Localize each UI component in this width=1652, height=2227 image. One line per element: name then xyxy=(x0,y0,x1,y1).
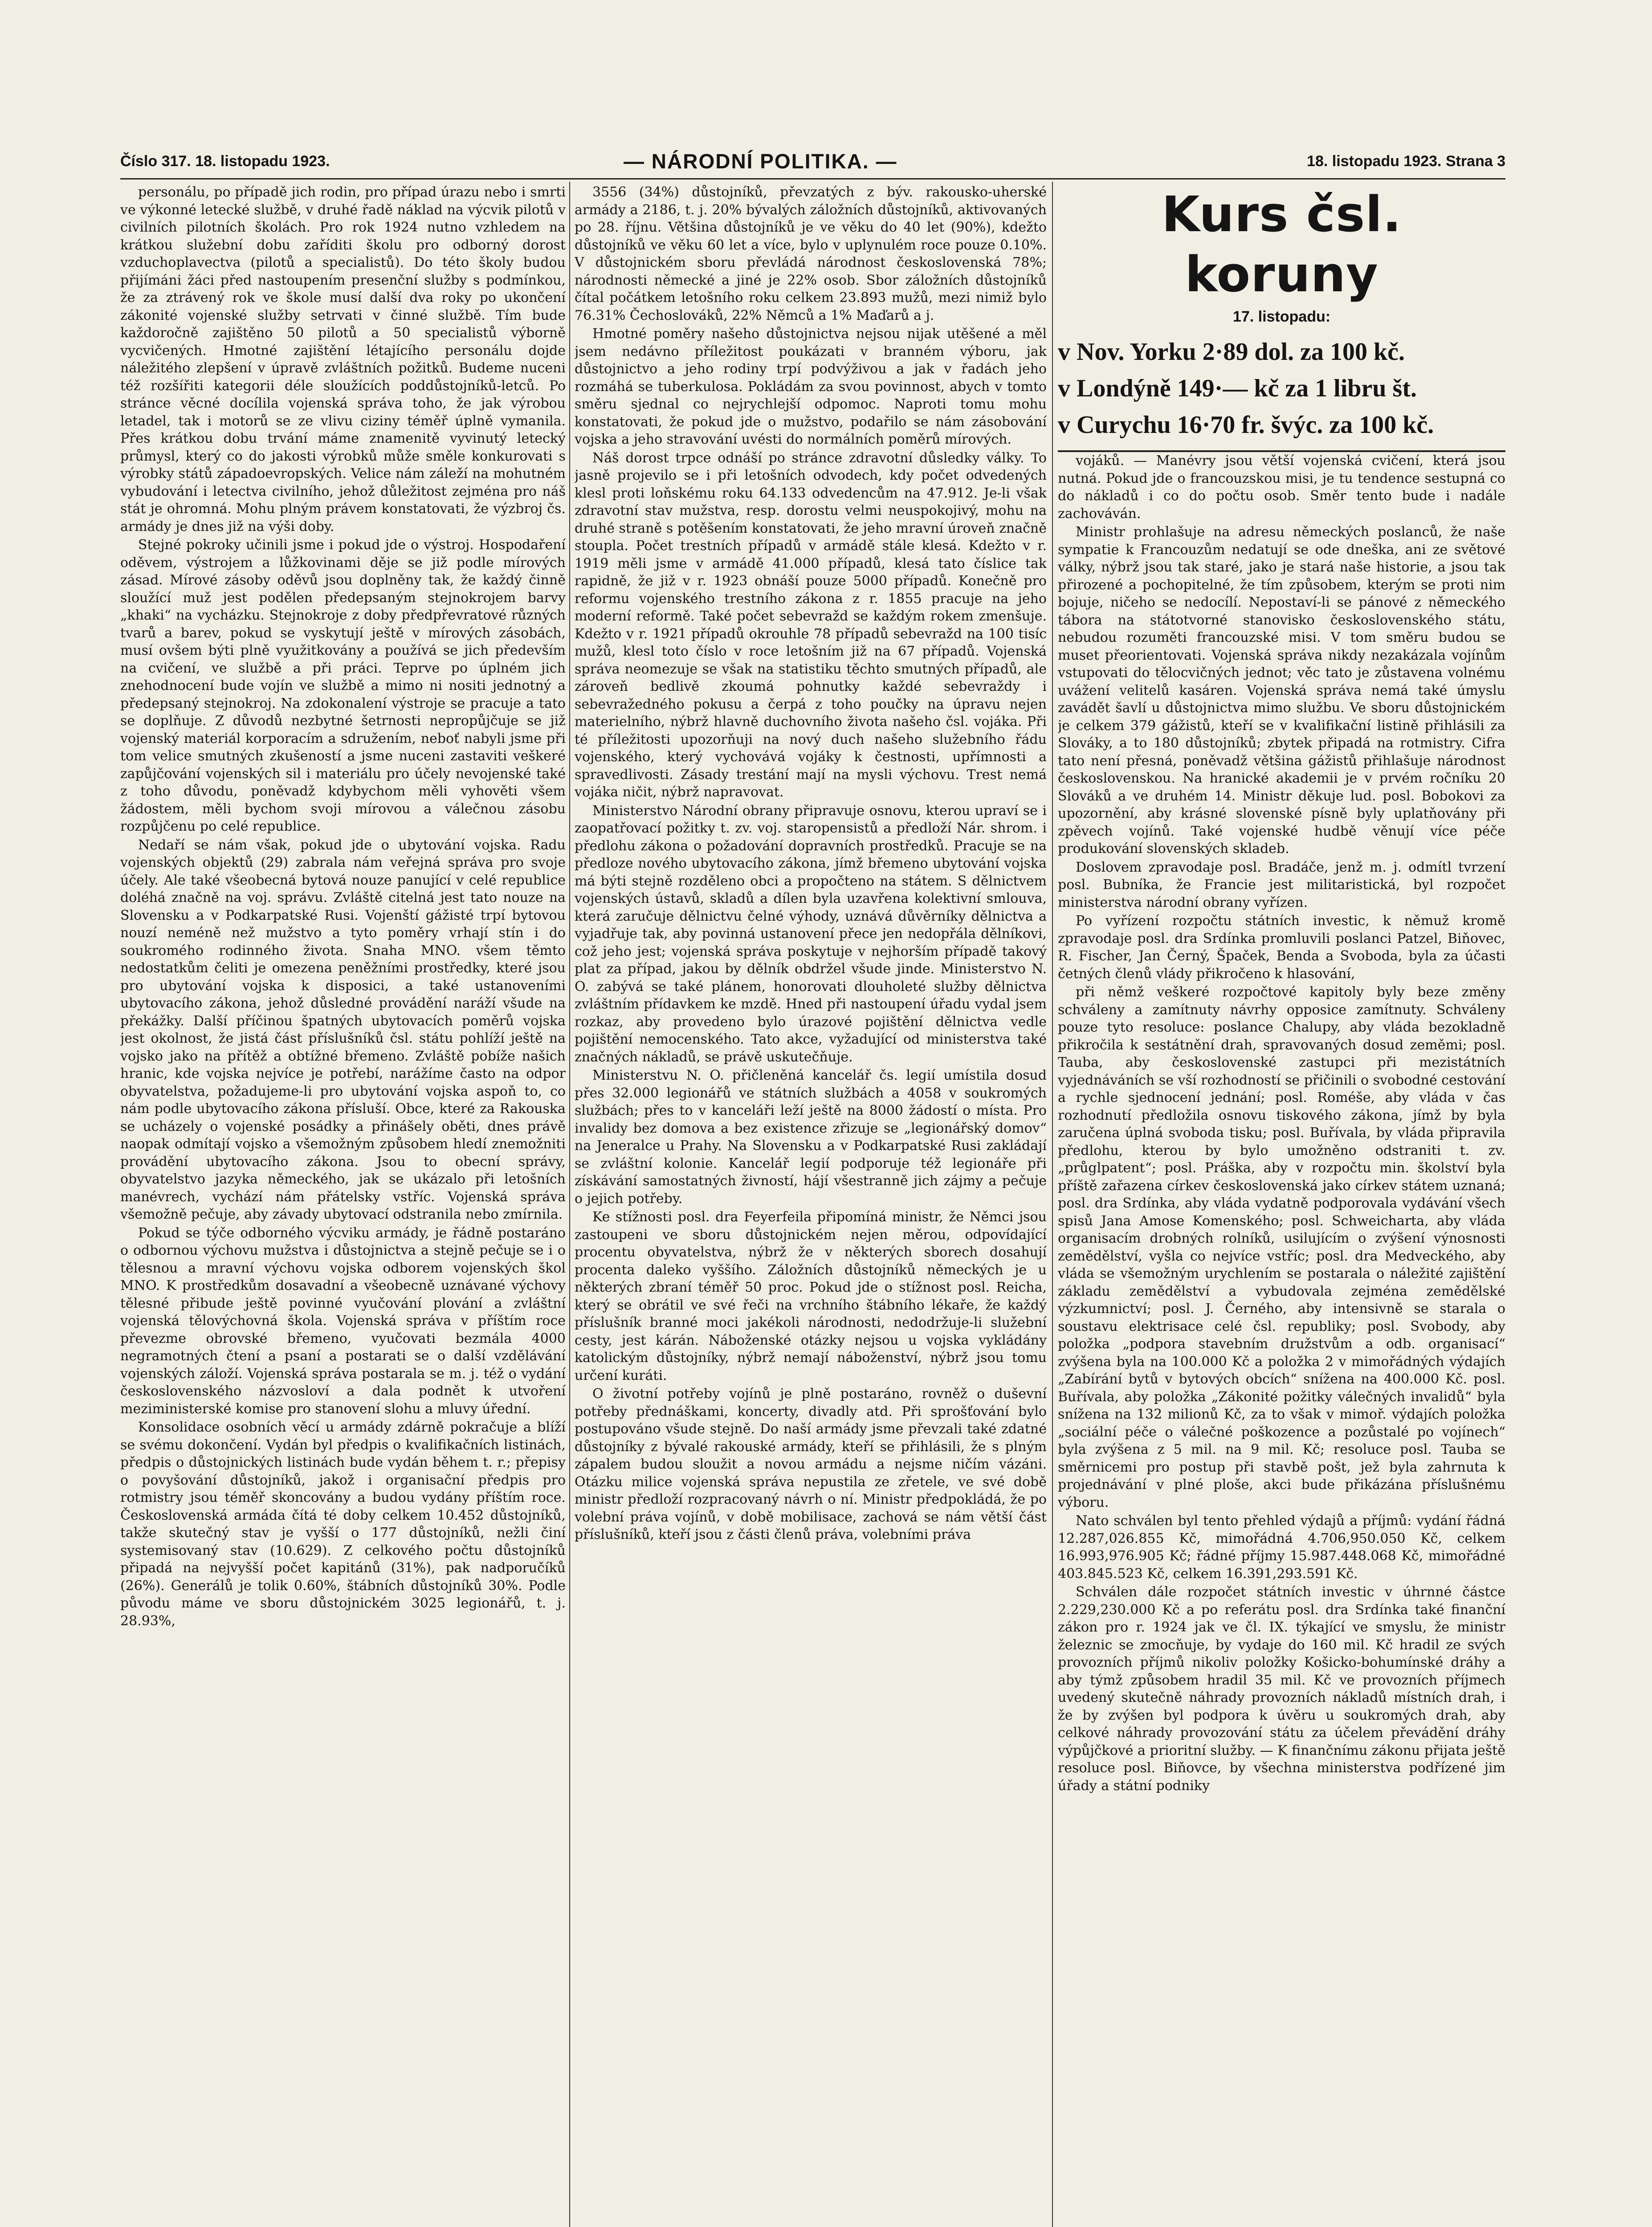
paragraph: Ministerstvo Národní obrany připravuje osnovu, kterou upraví se i zaopatřovací požitky t. zv. voj. staropensistů a předloží Nár. shrom. i předlohu zákona o požadování dopravních prostředků. Pracuje se na předloze nového ubytovacího zákona, jímž břemeno ubytování vojska má býti stejně rozděleno obci a propočteno na státem. S dělnictvem vojenských ústavů, skladů a dílen byla uzavřena kolektivní smlouva, která zaručuje dělnictvu čelné výhody, uznává důvěrníky dělnictva a vyjadřuje tak, aby povinná ustanovení přece jen nedopřála dělníkovi, což jeho jest; vojenská správa poskytuje v nejhorším případě takový plat za případ, jakou by dělník obdržel všude jinde. Ministerstvo N. O. zabývá se také plánem, honorovati dlouholeté služby dělnictva zvláštním přídavkem ke mzdě. Hned při nastoupení úřadu vydal jsem rozkaz, aby provedeno bylo úrazové pojištění dělnictva vedle pojištění nemocenského. Tato akce, vyžadující od ministerstva také značných nákladů, se právě uskutečňuje. xyxy=(575,803,1047,1065)
paragraph: personálu, po případě jich rodin, pro případ úrazu nebo i smrti ve výkonné letecké službě, v druhé řadě náklad na výcvik pilotů v civilních pilotních školách. Pro rok 1924 nutno vzhledem na krátkou služební dobu zaříditi školu pro odborný dorost vzduchoplavectva (pilotů a specialistů). Do této školy budou přijímáni žáci před nastoupením presenční služby s podmínkou, že za ztrávený rok ve škole musí další dva roky po ukončení zákonité vojenské služby setrvati v činné službě. Tím bude každoročně zajištěno 50 pilotů a 50 specialistů výborně vycvičených. Hmotné zajištění létajícího personálu dojde náležitého zlepšení v úpravě zvláštních požitků. Budeme nuceni též rozšířiti kategorii déle sloužících poddůstojníků-letců. Po stránce věcné docílila vojenská správa toho, že jak výrobou letadel, tak i motorů se ze vlivu ciziny téměř úplně vymanila. Přes krátkou dobu trvání máme znamenitě vyvinutý letecký průmysl, který co do jakosti výrobků může směle konkurovati s výrobky států západoevropských. Velice nám záleží na mohutném vybudování i letectva civilního, jehož důležitost zejména pro náš stát je ohromná. Mohu plným právem konstatovati, že výzbroj čs. armády je dnes již na výši doby. xyxy=(120,184,566,534)
column-divider xyxy=(569,182,570,2227)
paragraph: O životní potřeby vojínů je plně postaráno, rovněž o duševní potřeby přednáškami, koncerty, divadly atd. Při sprošťování bylo postupováno všude stejně. Do naší armády jsme převzali také zdatné důstojníky z bývalé rakouské armády, kteří se přihlásili, že s plným zápalem budou sloužit a novou armádu a nejsme ničím vázáni. Otázku milice vojenská správa nepustila ze zřetele, ve své době ministr předloží rozpracovaný návrh o ní. Ministr předpokládá, že po volební práva vojínů, v době mobilisace, zachová se nám větší část příslušníků, kteří jsou z části členů práva, volebními práva xyxy=(575,1386,1047,1542)
paragraph: Schválen dále rozpočet státních investic v úhrnné částce 2.229,230.000 Kč a po referátu posl. dra Srdínka také finanční zákon pro r. 1924 jak ve čl. IX. týkající ve smyslu, že ministr železnic se zmocňuje, by vydaje do 160 mil. Kč hradil ze svých provozních příjmů nikoliv položky Košicko-bohumínské dráhy a aby týmž způsobem hradil 35 mil. Kč ve provozních příjmech uvedený skutečně náhrady provozních nákladů místních drah, i že by zvýšen byl podpora k úvěru u soukromých drah, aby celkové náhrady provozování státu za účelem převádění dráhy výpůjčkové a prioritní služby. — K finančnímu zákonu přijata ještě resoluce posl. Biňovce, by všechna ministerstva podřízené jim úřady a státní podniky xyxy=(1058,1584,1505,1794)
rate-london: v Londýně 149·— kč za 1 libru št. xyxy=(1058,375,1417,402)
rate-zurich: v Curychu 16·70 fr. švýc. za 100 kč. xyxy=(1058,411,1434,439)
rate-new-york: v Nov. Yorku 2·89 dol. za 100 kč. xyxy=(1058,338,1405,366)
article-column-1 xyxy=(120,184,566,2227)
page-header xyxy=(120,149,1505,180)
paragraph: vojáků. — Manévry jsou větší vojenská cvičení, která jsou nutná. Pokud jde o francouzskou misi, je tu tendence sestupná co do nákladů i co do počtu osob. Směr tento bude i nadále zachováván. xyxy=(1058,453,1505,522)
paragraph: Ke stížnosti posl. dra Feyerfeila připomíná ministr, že Němci jsou zastoupeni ve sboru důstojnickém nejen měrou, odpovídající procentu obyvatelstva, nýbrž že v některých sborech dosahují procenta daleko vyššího. Záložních důstojníků německých je u některých zbraní téměř 50 proc. Pokud jde o stížnost posl. Reicha, který se obrátil ve své řeči na vrchního štábního lékaře, že každý příslušník branné moci jakékoli národnosti, nedodržuje-li služební cesty, jest kárán. Náboženské otázky nejsou u vojska vykládány katolickým důstojníky, nýbrž nemají náboženství, nýbrž jsou tomu určení kuráti. xyxy=(575,1209,1047,1383)
paragraph: Ministr prohlašuje na adresu německých poslanců, že naše sympatie k Francouzům nedatují se ode dneška, ani ze světové války, nýbrž jsou tak staré, jako je stará naše historie, a jsou tak přirozené a pochopitelné, že tím způsobem, kterým se proti nim bojuje, ničeho se nedocílí. Nepostaví-li se pánové z německého tábora na státotvorné stanovisko československého státu, nebudou rozuměti francouzské misi. V tom směru budou se muset přeorientovati. Vojenská správa nikdy nezakázala vojínům vstupovati do tělocvičných jednot; věc tato je zůstavena volnému uvážení velitelů kasáren. Vojenská správa nemá také úmyslu zavádět šavlí u důstojnictva mimo službu. Ve sboru důstojnickém je celkem 379 gážistů, kteří se v kvalifikační listině přihlásili za Slováky, a to 180 důstojníků; zbytek připadá na rotmistry. Cifra tato není přesná, poněvadž většina gážistů přihlašuje národnost československou. Na hranické akademii je v prvém ročníku 20 Slováků a ve druhém 14. Ministr děkuje lud. posl. Bobokovi za upozornění, aby krásné slovenské písně byly uplatňovány při zpěvech vojínů. Také vojenské hudbě věnují více péče produkování slovenských skladeb. xyxy=(1058,524,1505,857)
paragraph: Nato schválen byl tento přehled výdajů a příjmů: vydání řádná 12.287,026.855 Kč, mimořádná 4.706,950.050 Kč, celkem 16.993,976.905 Kč; řádné příjmy 15.987.448.068 Kč, mimořádné 403.845.523 Kč, celkem 16.391,293.591 Kč. xyxy=(1058,1513,1505,1582)
header-rule xyxy=(120,178,1505,179)
article-column-3 xyxy=(1058,452,1505,2227)
column-divider xyxy=(1052,182,1053,2227)
paragraph: Konsolidace osobních věcí u armády zdárně pokračuje a blíží se svému dokončení. Vydán byl předpis o kvalifikačních listinách, předpis o důstojnických listinách bude vydán během t. r.; přepisy o povyšování důstojníků, jakož i organisační předpis pro rotmistry jsou téměř skoncovány a budou vydány příštím roce. Československá armáda čítá té doby celkem 10.452 důstojníků, takže skutečný stav je vyšší o 177 důstojníků, nežli činí systemisovaný stav (10.629). Z celkového počtu důstojníků připadá na nejvyšší počet kapitánů (31%), pak nadporučíků (26%). Generálů je tolik 0.60%, štábních důstojníků 30%. Podle původu máme ve sboru důstojnickém 3025 legionářů, t. j. 28.93%, xyxy=(120,1419,566,1629)
paragraph: 3556 (34%) důstojníků, převzatých z býv. rakousko-uherské armády a 2186, t. j. 20% bývalých záložních důstojníků, aktivovaných po 28. říjnu. Většina důstojníků je ve věku do 40 let (90%), kdežto důstojníků ve věku 60 let a více, bylo v uplynulém roce pouze 0.10%. V důstojnickém sboru převládá národnost československá 78%; národnosti německé a jiné je 22% osob. Sbor záložních důstojníků čítal počátkem letošního roku celkem 23.893 mužů, mezi nimiž bylo 76.31% Čechoslováků, 22% Němců a 1% Maďarů a j. xyxy=(575,184,1047,323)
paragraph: Ministerstvu N. O. přičleněná kancelář čs. legií umístila dosud přes 32.000 legionářů ve státních službách a 4058 v soukromých službách; přes to v kanceláři leží ještě na 8000 žádostí o místa. Pro invalidy bez domova a bez existence zřizuje se „legionářský domov“ na Jeneralce u Prahy. Na Slovensku a v Podkarpatské Rusi zakládají se zvláštní kolonie. Kancelář legií podporuje též legionáře při získávání samostatných živností, hájí všestranně jich zájmy a pečuje o jejich potřeby. xyxy=(575,1068,1047,1207)
paragraph: Po vyřízení rozpočtu státních investic, k němuž kromě zpravodaje posl. dra Srdínka promluvili poslanci Patzel, Biňovec, R. Fischer, Jan Černý, Špaček, Benda a Svoboda, byla za účasti četných členů vlády přikročeno k hlasování, xyxy=(1058,913,1505,982)
paragraph: Hmotné poměry našeho důstojnictva nejsou nijak utěšené a měl jsem nedávno příležitost poukázati v branném výboru, jak důstojnictvo a jeho rodiny trpí podvýživou a jak v řadách jeho rozmáhá se tuberkulosa. Pokládám za svou povinnost, abych v tomto směru sjednal co nejrychlejší odpomoc. Naproti tomu mohu konstatovati, že pokud jde o mužstvo, podařilo se nám zásobování vojska a jeho stravování uvésti do normálních poměrů mírových. xyxy=(575,326,1047,447)
paragraph: Náš dorost trpce odnáší po stránce zdravotní důsledky války. To jasně projevilo se i při letošních odvodech, kdy počet odvedených klesl proti loňskému roku 64.133 odvedencům na 47.912. Je-li však zdravotní stav mužstva, resp. dorostu velmi neuspokojivý, mohu na druhé straně s potěšením konstatovati, že jeho mravní úroveň značně stoupla. Počet trestních případů v armádě stále klesá. Kdežto v r. 1919 měli jsme v armádě 41.000 případů, klesá tato číslice tak rapidně, že již v r. 1923 obnáší pouze 5000 případů. Konečně pro reformu vojenského trestního zákona z r. 1855 pracuje na jeho moderní reformě. Také počet sebevražd se každým rokem zmenšuje. Kdežto v r. 1921 případů okrouhle 78 případů sebevražd na 100 tisíc mužů, klesl toto číslo v roce letošním již na 67 případů. Vojenská správa neomezuje se však na statistiku těchto smutných případů, ale zároveň bedlivě zkoumá pohnutky každé sebevraždy i sebevražedného pokusu a čerpá z toho poučky na úpravu nejen materielního, nýbrž hlavně duchovního života našeho čsl. vojáka. Při té příležitosti upozorňuji na nový duch našeho služebního řádu vojenského, který vychovává vojáky k čestnosti, upřímnosti a spravedlivosti. Zásady trestání mají na mysli výchovu. Trest nemá vojáka ničit, nýbrž napravovat. xyxy=(575,450,1047,800)
article-column-2 xyxy=(575,184,1047,2227)
header-page-number: 18. listopadu 1923. Strana 3 xyxy=(1307,153,1505,170)
header-issue-date: Číslo 317. 18. listopadu 1923. xyxy=(120,153,330,170)
paragraph: Pokud se týče odborného výcviku armády, je řádně postaráno o odbornou výchovu mužstva i důstojnictva a stejně pečuje se i o tělesnou a mravní výchovu vojska odborem vojenských škol MNO. K prostředkům dosavadní a všeobecně uznávané výchovy tělesné přibude ještě povinné vyučování plování a zvláštní vojenská tělovýchovná škola. Vojenská správa v příštím roce převezme obrovské břemeno, vyučovati bezmála 4000 negramotných čtení a psaní a postarati se o další vzdělávání vojenských záloží. Vojenská správa postarala se m. j. též o vydání československého názvosloví a dala podnět k utvoření meziministerské komise pro stanovení slohu a mluvy úřední. xyxy=(120,1225,566,1417)
paragraph: při němž veškeré rozpočtové kapitoly byly beze změny schváleny a zamítnuty návrhy opposice zamítnuty. Schváleny pouze tyto resoluce: poslance Chalupy, aby vláda bezokladně přikročila k sestátnění drah, spravovaných dosud zeměmi; posl. Tauba, aby československé zastupci při mezistátních vyjednáváních se vší rozhodností se přičinili o svobodné cestování a rychle sjednocení jednání; posl. Roméše, aby vláda v čas rozhodnutí předložila osnovu tiskového zákona, jímž by byla zaručena úplná svoboda tisku; posl. Buřívala, by vláda připravila předlohu, kterou by bylo umožněno odstraniti t. zv. „průglpatent“; posl. Práška, aby v rozpočtu min. školství byla příště zařazena církev československá jako církev státem uznaná; posl. dra Srdínka, aby vláda vydatně podporovala vydávání všech spisů Jana Amose Komenského; posl. Schweicharta, aby vláda organisacím drobných rolníků, usilujícím o zvýšení výnosnosti zemědělství, vyšla co nejvíce vstříc; posl. dra Medveckého, aby vláda se všemožným urychlením se postarala o náležité zajištění základu zemědělství a vybudovala zejména zemědělské výzkumnictví; posl. J. Černého, aby intensivně se starala o soustavu elektrisace celé čsl. republiky; posl. Svobody, aby položka „podpora stavebním družstvům a odb. organisací“ zvýšena byla na 100.000 Kč a položka 2 v mimořádných výdajích „Zabírání bytů v bytových obcích“ snížena na 400.000 Kč. posl. Buřívala, aby položka „Zákonité požitky válečných invalidů“ byla snížena na 132 milionů Kč, za to však v mimoř. výdajích položka „sociální péče o válečné poškozence a pozůstalé po vojínech“ byla zvýšena z 5 mil. na 9 mil. Kč; resoluce posl. Tauba se směrnicemi pro postup při stavbě pošt, jež byla zahrnuta k projednávání v plné ploše, akci bude přikázána příslušnému výboru. xyxy=(1058,984,1505,1510)
paragraph: Nedaří se nám však, pokud jde o ubytování vojska. Radu vojenských objektů (29) zabrala nám veřejná správa pro svoje účely. Ale také všeobecná bytová nouze panující v celé republice doléhá značně na voj. správu. Zvláště citelná jest tato nouze na Slovensku a v Podkarpatské Rusi. Vojenští gážisté trpí bytovou nouzí neméně než mužstvo a tyto poměry vrhají stín i do soukromého rodinného života. Snaha MNO. všem těmto nedostatkům čeliti je omezena peněžními prostředky, které jsou pro ubytování vojska k disposici, a také ustanoveními ubytovacího zákona, jehož důsledné provádění naráží všude na překážky. Další příčinou špatných ubytovacích poměrů vojska jest okolnost, že jistá část příslušníků čsl. státu pohlíží ještě na vojsko jako na přítěž a obtížné břemeno. Zvláště pobíže našich hranic, kde vojska nejvíce je potřebí, narážíme často na odpor obyvatelstva, požadujeme-li pro ubytování vojska aspoň to, co nám podle ubytovacího zákona přísluší. Obce, které za Rakouska se ucházely o vojenské posádky a přinášely oběti, dnes právě naopak odmítají vojsko a všemožným způsobem hledí znemožniti provádění ubytovacího zákona. Jsou to obecní správy, obyvatelstvo jazyka německého, jak se ukázalo při letošních manévrech, vychází nám přátelsky vstříc. Vojenská správa všemožně pečuje, aby závady ubytovací odstranila nebo zmírnila. xyxy=(120,837,566,1222)
paragraph: Doslovem zpravodaje posl. Bradáče, jenž m. j. odmítl tvrzení posl. Bubníka, že Francie jest militaristická, byl rozpočet ministerstva národní obrany vyřízen. xyxy=(1058,859,1505,910)
currency-box-title: Kurs čsl. koruny xyxy=(1162,186,1402,303)
currency-box-date: 17. listopadu: xyxy=(1232,308,1331,325)
paragraph: Stejné pokroky učinili jsme i pokud jde o výstroj. Hospodaření oděvem, výstrojem a lůžkovinami děje se již podle mírových zásad. Mírové zásoby oděvů jsou doplněny tak, že každý činně sloužící muž jest podělen předepsaným stejnokrojem barvy „khaki“ na vycházku. Stejnokroje z doby předpřevratové různých tvarů a barev, pokud se vyskytují ještě v mírových zásobách, musí ovšem býti plně využitkovány a používá se jich především na cvičení, ve službě a při práci. Teprve po úplném jich znehodnocení bude vojín ve službě a mimo ni nositi jednotný a předepsaný stejnokroj. Na zdokonalení výstroje se pracuje a tato se doplňuje. Z důvodů nezbytné šetrnosti nepropůjčuje se již vojenský materiál korporacím a sdružením, neboť nabyli jsme při tom velice smutných zkušeností a jsme nuceni zastaviti veškeré zapůjčování vojenských sil i materiálu pro účely nevojenské také z toho důvodu, poněvadž kdybychom měli vyhověti všem žádostem, měli bychom svoji mírovou a válečnou zásobu rozpůjčenu po celé republice. xyxy=(120,537,566,834)
header-masthead: — NÁRODNÍ POLITIKA. — xyxy=(624,150,897,173)
currency-rate-box xyxy=(1058,184,1505,449)
